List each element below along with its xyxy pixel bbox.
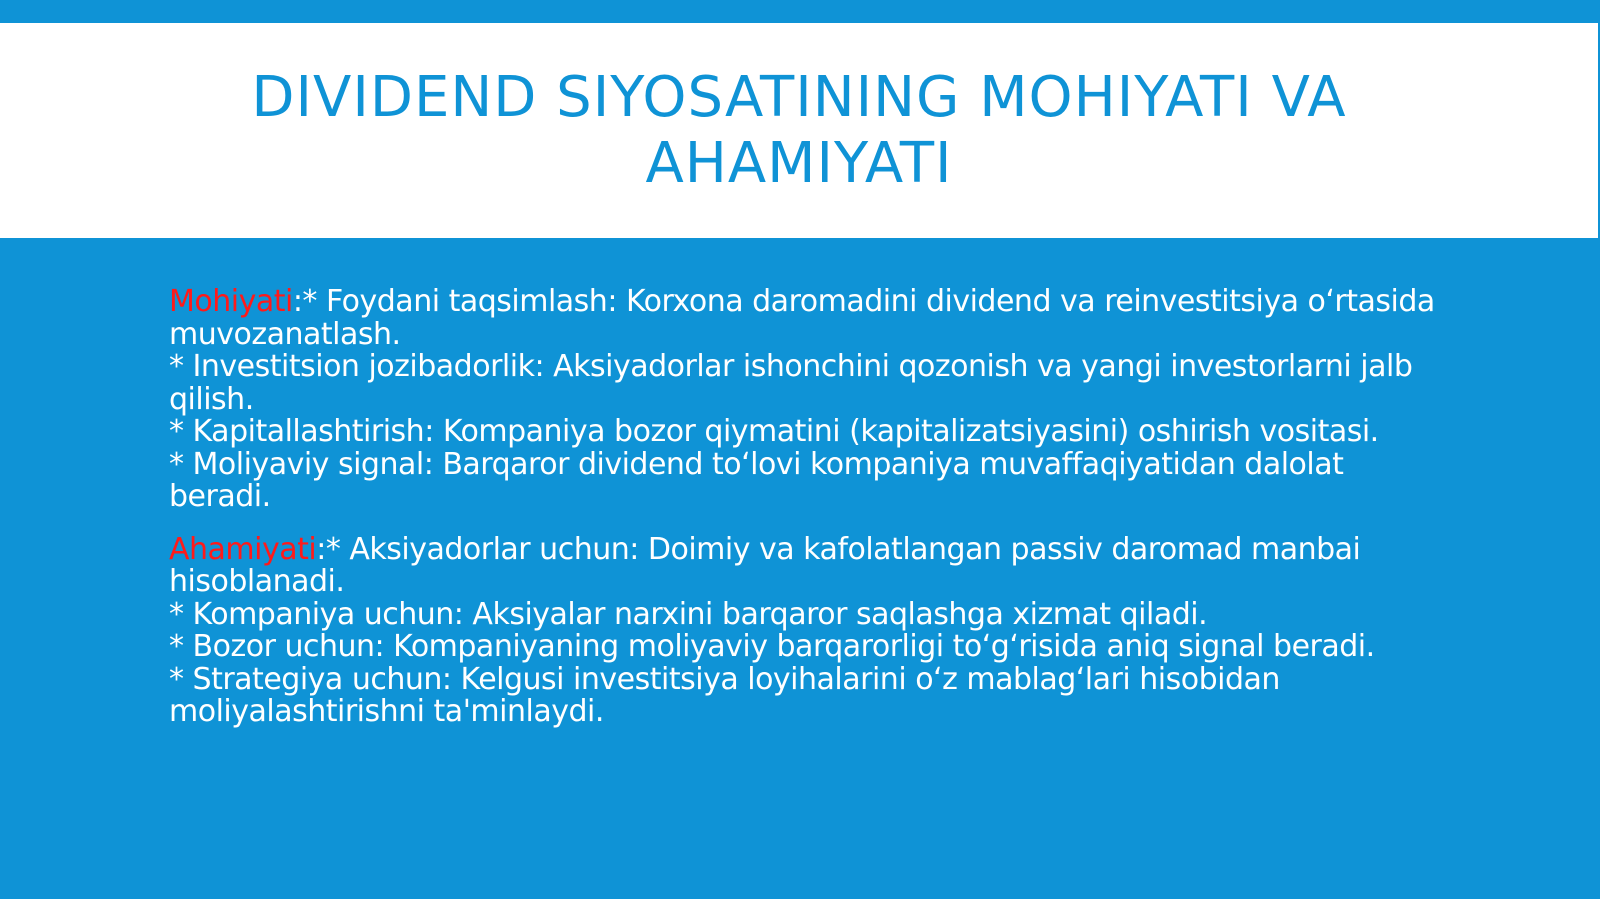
mohiyati-line-2: * Investitsion jozibadorlik: Aksiyadorlar ishonchini qozonish va yangi investorlarni jalb qilish. — [169, 349, 1413, 417]
slide-title: DIVIDEND SIYOSATINING MOHIYATI VA AHAMIYATI — [251, 64, 1347, 196]
section-label-ahamiyati: Ahamiyati — [169, 531, 317, 567]
ahamiyati-line-1-text: :* Aksiyadorlar uchun: Doimiy va kafolatlangan passiv daromad manbai hisoblanadi. — [169, 531, 1361, 599]
mohiyati-line-1-text: :* Foydani taqsimlash: Korxona daromadini dividend va reinvestitsiya o‘rtasida muvozanatlash. — [169, 284, 1435, 352]
ahamiyati-line-3: * Bozor uchun: Kompaniyaning moliyaviy barqarorligi to‘g‘risida aniq signal beradi. — [169, 629, 1375, 664]
ahamiyati-line-1 — [169, 531, 1439, 599]
ahamiyati-line-2: * Kompaniya uchun: Aksiyalar narxini barqaror saqlashga xizmat qiladi. — [169, 596, 1208, 632]
title-band — [0, 23, 1598, 238]
slide-body — [169, 286, 1439, 749]
ahamiyati-line-4: * Strategiya uchun: Kelgusi investitsiya loyihalarini o‘z mablag‘lari hisobidan moliyalashtirishni ta'minlaydi. — [169, 661, 1280, 729]
mohiyati-line-4: * Moliyaviy signal: Barqaror dividend to‘lovi kompaniya muvaffaqiyatidan dalolat beradi. — [169, 446, 1344, 514]
section-label-mohiyati: Mohiyati — [169, 284, 293, 319]
section-ahamiyati — [169, 531, 1439, 729]
mohiyati-line-3: * Kapitallashtirish: Kompaniya bozor qiymatini (kapitalizatsiyasini) oshirish vositasi. — [169, 414, 1379, 449]
top-accent-strip — [0, 0, 1600, 23]
section-mohiyati — [169, 286, 1439, 514]
mohiyati-line-1 — [169, 286, 1439, 351]
